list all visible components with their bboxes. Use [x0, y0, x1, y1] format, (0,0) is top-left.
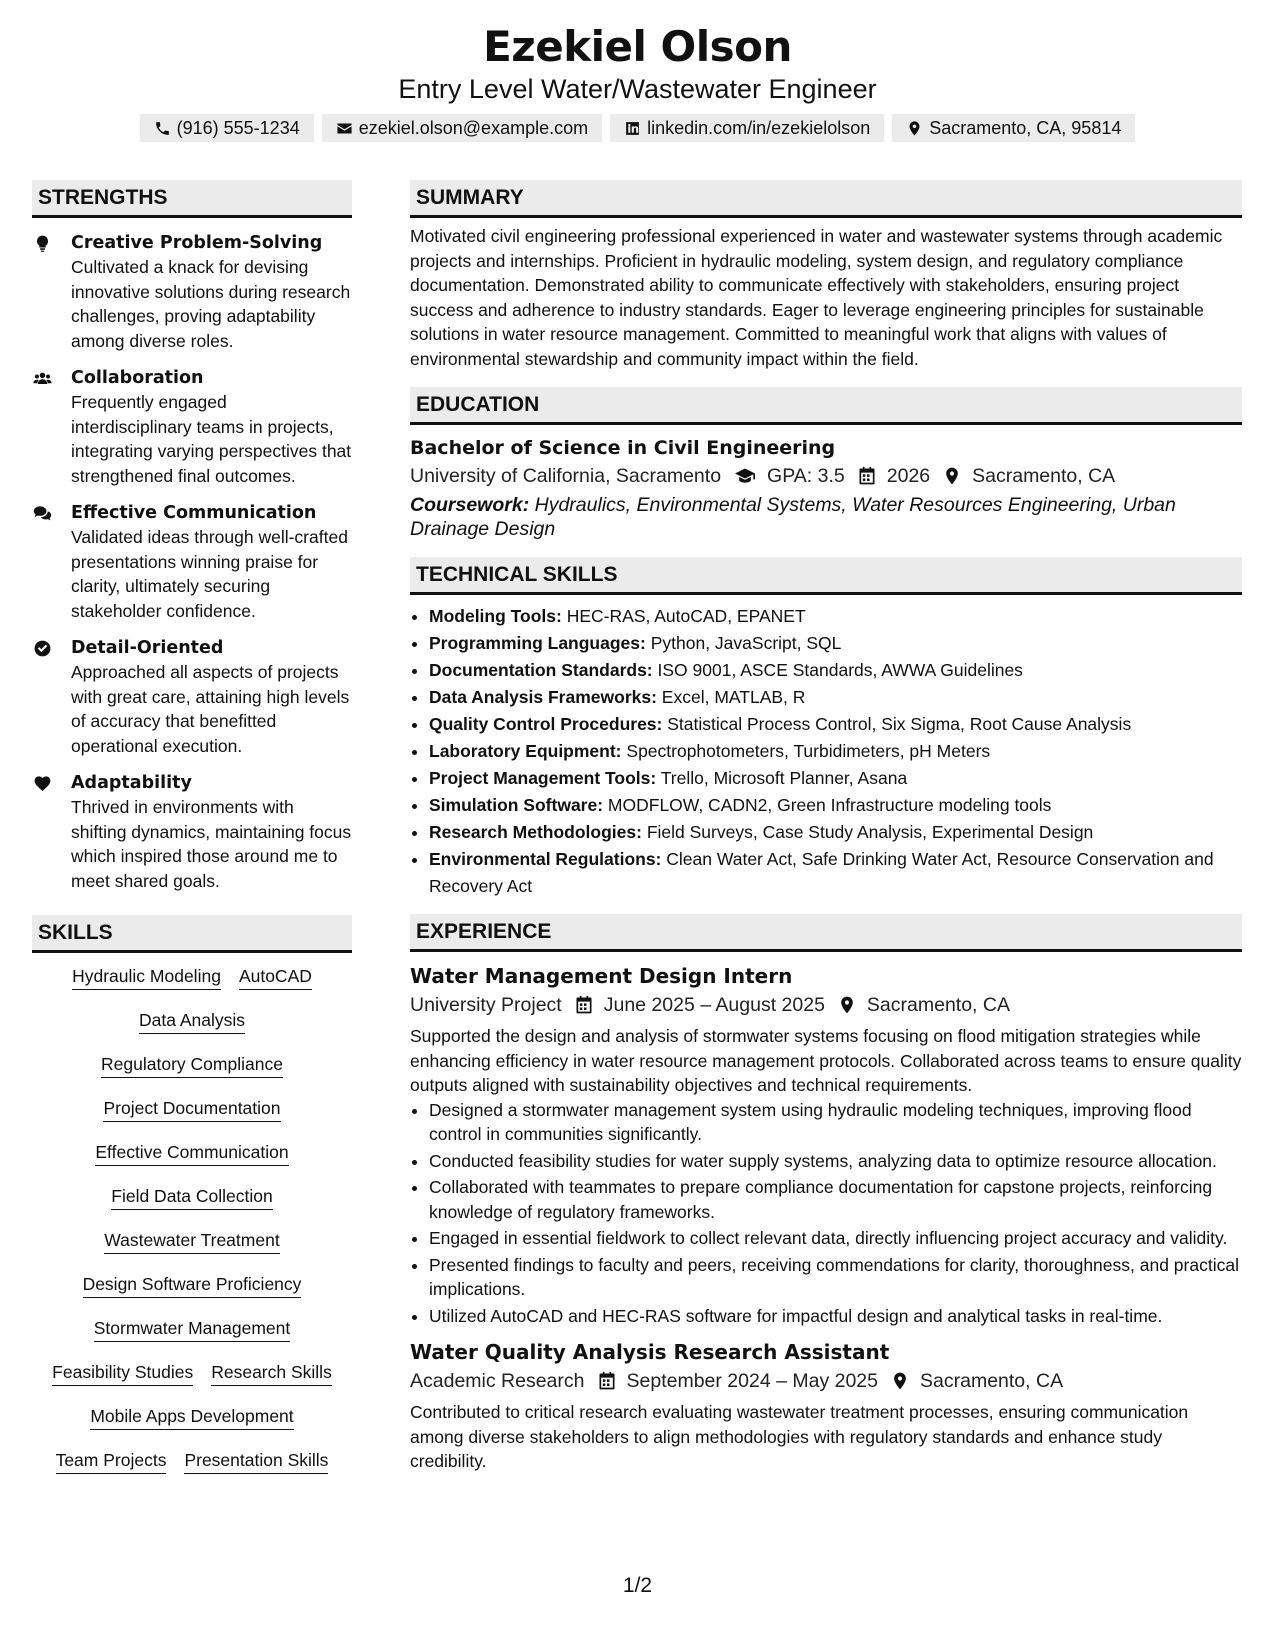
calendar-icon	[597, 1371, 617, 1391]
lightbulb-icon	[32, 234, 53, 253]
job-bullet: • Engaged in essential fieldwork to collect relevant data, directly influencing project accuracy and validity.	[429, 1226, 1242, 1251]
contact-location	[892, 114, 1135, 142]
technical-skill-value: Python, JavaScript, SQL	[650, 633, 842, 653]
job-bullets	[410, 1098, 1242, 1329]
job-title: Water Quality Analysis Research Assistant	[410, 1340, 890, 1364]
envelope-icon	[336, 120, 353, 137]
location-pin-icon	[890, 1371, 910, 1391]
job-bullet: • Presented findings to faculty and peers, receiving commendations for clarity, thoroughness, and practical implications.	[429, 1253, 1242, 1302]
education-location: Sacramento, CA	[972, 465, 1116, 487]
technical-skill-item	[429, 657, 1242, 684]
strengths-heading: STRENGTHS	[32, 180, 352, 218]
technical-skill-item	[429, 792, 1242, 819]
job-bullet: • Utilized AutoCAD and HEC-RAS software for impactful design and analytical tasks in real-time.	[429, 1304, 1242, 1329]
graduation-cap-icon	[733, 466, 757, 486]
job-title-heading: Entry Level Water/Wastewater Engineer	[398, 74, 877, 104]
skills-row	[32, 1185, 352, 1229]
technical-skill-value: Statistical Process Control, Six Sigma, Root Cause Analysis	[667, 714, 1132, 734]
job-org: Academic Research	[410, 1370, 585, 1392]
technical-skill-label: Data Analysis Frameworks:	[429, 687, 657, 707]
technical-skill-item	[429, 765, 1242, 792]
technical-skill-value: Excel, MATLAB, R	[661, 687, 806, 707]
contact-linkedin[interactable]	[610, 114, 884, 142]
location-pin-icon	[942, 466, 962, 486]
technical-skill-value: MODFLOW, CADN2, Green Infrastructure modeling tools	[607, 795, 1052, 815]
job-entry	[410, 1338, 1242, 1474]
technical-skill-label: Laboratory Equipment:	[429, 741, 622, 761]
technical-skill-item	[429, 630, 1242, 657]
technical-skill-label: Project Management Tools:	[429, 768, 657, 788]
job-dates: September 2024 – May 2025	[626, 1370, 879, 1392]
contact-location-text: Sacramento, CA, 95814	[929, 117, 1122, 138]
strength-title: Detail-Oriented	[71, 638, 224, 658]
strength-item	[32, 636, 352, 758]
job-dates: June 2025 – August 2025	[603, 994, 825, 1016]
users-icon	[32, 369, 53, 388]
strength-item	[32, 771, 352, 893]
skill-tag: Team Projects	[56, 1449, 167, 1474]
job-title: Water Management Design Intern	[410, 964, 793, 988]
linkedin-icon	[624, 120, 641, 137]
strength-desc: Approached all aspects of projects with great care, attaining high levels of accuracy that benefitted operational execution.	[71, 662, 350, 756]
skills-heading: SKILLS	[32, 915, 352, 953]
comments-icon	[32, 504, 53, 523]
technical-skill-label: Quality Control Procedures:	[429, 714, 663, 734]
technical-skill-label: Environmental Regulations:	[429, 849, 662, 869]
strength-title: Collaboration	[71, 368, 204, 388]
page-number: 1/2	[622, 1574, 653, 1597]
skills-row	[32, 1273, 352, 1317]
strength-desc: Thrived in environments with shifting dynamics, maintaining focus which inspired those around me to meet shared goals.	[71, 797, 352, 891]
strength-item	[32, 501, 352, 623]
skills-row	[32, 1361, 352, 1405]
location-pin-icon	[906, 120, 923, 137]
strength-item	[32, 231, 352, 353]
skill-tag: Research Skills	[211, 1361, 332, 1386]
skills-row	[32, 1053, 352, 1097]
calendar-icon	[574, 995, 594, 1015]
skills-row	[32, 1141, 352, 1185]
skill-tag: Wastewater Treatment	[104, 1229, 279, 1254]
job-location: Sacramento, CA	[920, 1370, 1064, 1392]
skills-row	[32, 1317, 352, 1361]
experience-heading: EXPERIENCE	[410, 914, 1242, 952]
skill-tag: Hydraulic Modeling	[72, 965, 221, 990]
technical-skill-value: Clean Water Act, Safe Drinking Water Act, Resource Conservation and Recovery Act	[429, 849, 1214, 896]
technical-skill-item	[429, 711, 1242, 738]
contact-phone[interactable]	[140, 114, 314, 142]
skill-tag: Design Software Proficiency	[83, 1273, 302, 1298]
calendar-icon	[857, 466, 877, 486]
job-summary: Contributed to critical research evaluating wastewater treatment processes, ensuring communication among diverse stakeholders to align methodologies with regulatory standards and enhance study credibility.	[410, 1402, 1189, 1471]
technical-skill-item	[429, 819, 1242, 846]
summary-heading: SUMMARY	[410, 180, 1242, 218]
contact-email-text: ezekiel.olson@example.com	[358, 117, 589, 138]
left-column	[32, 180, 352, 1493]
technical-skill-item	[429, 846, 1242, 900]
technical-skill-value: Trello, Microsoft Planner, Asana	[660, 768, 908, 788]
education-meta	[410, 461, 1242, 491]
skill-tag: Regulatory Compliance	[101, 1053, 283, 1078]
skill-tag: Project Documentation	[103, 1097, 280, 1122]
education-coursework	[410, 493, 1242, 541]
skills-row	[32, 1405, 352, 1449]
contact-phone-text: (916) 555-1234	[176, 117, 300, 138]
strength-desc: Validated ideas through well-crafted presentations winning praise for clarity, ultimately securing stakeholder confidence.	[71, 527, 348, 621]
strength-desc: Cultivated a knack for devising innovative solutions during research challenges, proving adaptability among diverse roles.	[71, 257, 351, 351]
skill-tag: Feasibility Studies	[52, 1361, 193, 1386]
job-bullet: • Conducted feasibility studies for water supply systems, analyzing data to optimize resource allocation.	[429, 1149, 1242, 1174]
coursework-label: Coursework:	[410, 494, 530, 516]
technical-skill-value: Spectrophotometers, Turbidimeters, pH Meters	[626, 741, 991, 761]
technical-skill-label: Research Methodologies:	[429, 822, 642, 842]
candidate-name: Ezekiel Olson	[483, 22, 792, 71]
skills-list	[32, 953, 352, 1493]
technical-skill-value: Field Surveys, Case Study Analysis, Experimental Design	[646, 822, 1094, 842]
skill-tag: AutoCAD	[239, 965, 312, 990]
technical-skills-list	[410, 603, 1242, 900]
job-location: Sacramento, CA	[866, 994, 1010, 1016]
education-gpa: GPA: 3.5	[767, 465, 845, 487]
skills-row	[32, 1449, 352, 1493]
summary-text: Motivated civil engineering professional experienced in water and wastewater systems through academic projects and internships. Proficient in hydraulic modeling, system design, and regulatory compliance documentation. Demonstrated ability to communicate effectively with stakeholders, ensuring project success and adherence to industry standards. Eager to leverage engineering principles for sustainable solutions in water resource management. Committed to meaningful work that aligns with values of environmental stewardship and community impact within the field.	[410, 226, 1223, 369]
job-bullet: • Designed a stormwater management system using hydraulic modeling techniques, improving flood control in communities significantly.	[429, 1098, 1242, 1147]
education-school: University of California, Sacramento	[410, 465, 722, 487]
education-year: 2026	[886, 465, 931, 487]
skill-tag: Mobile Apps Development	[90, 1405, 293, 1430]
skill-tag: Presentation Skills	[184, 1449, 328, 1474]
technical-skill-value: ISO 9001, ASCE Standards, AWWA Guidelines	[657, 660, 1023, 680]
check-circle-icon	[32, 639, 53, 658]
job-meta	[410, 1366, 1242, 1396]
contact-bar	[0, 114, 1275, 142]
coursework-list: Hydraulics, Environmental Systems, Water Resources Engineering, Urban Drainage Design	[410, 494, 1176, 540]
experience-list	[410, 962, 1242, 1474]
skill-tag: Stormwater Management	[94, 1317, 290, 1342]
technical-skills-heading: TECHNICAL SKILLS	[410, 557, 1242, 595]
skills-row	[32, 1097, 352, 1141]
job-summary: Supported the design and analysis of stormwater systems focusing on flood mitigation strategies while enhancing efficiency in water resource management protocols. Collaborated across teams to ensure quality outputs aligned with sustainability objectives and technical requirements.	[410, 1026, 1242, 1095]
skill-tag: Field Data Collection	[111, 1185, 272, 1210]
contact-linkedin-text: linkedin.com/in/ezekielolson	[647, 117, 871, 138]
strength-title: Creative Problem-Solving	[71, 233, 323, 253]
skill-tag: Data Analysis	[139, 1009, 245, 1034]
location-pin-icon	[837, 995, 857, 1015]
education-heading: EDUCATION	[410, 387, 1242, 425]
heart-icon	[32, 774, 53, 793]
job-entry	[410, 962, 1242, 1328]
contact-email[interactable]	[322, 114, 602, 142]
technical-skill-label: Simulation Software:	[429, 795, 604, 815]
technical-skill-item	[429, 684, 1242, 711]
skills-row	[32, 1229, 352, 1273]
technical-skill-item	[429, 738, 1242, 765]
skill-tag: Effective Communication	[95, 1141, 288, 1166]
job-org: University Project	[410, 994, 562, 1016]
technical-skill-label: Documentation Standards:	[429, 660, 653, 680]
technical-skill-value: HEC-RAS, AutoCAD, EPANET	[566, 606, 806, 626]
technical-skill-label: Modeling Tools:	[429, 606, 562, 626]
phone-icon	[154, 120, 171, 137]
job-bullet: • Collaborated with teammates to prepare compliance documentation for capstone projects, reinforcing knowledge of regulatory frameworks.	[429, 1175, 1242, 1224]
technical-skill-item	[429, 603, 1242, 630]
strength-title: Adaptability	[71, 773, 192, 793]
strength-title: Effective Communication	[71, 503, 317, 523]
job-meta	[410, 990, 1242, 1020]
skills-row	[32, 965, 352, 1009]
strength-item	[32, 366, 352, 488]
technical-skill-label: Programming Languages:	[429, 633, 646, 653]
strength-desc: Frequently engaged interdisciplinary teams in projects, integrating varying perspectives that strengthened final outcomes.	[71, 392, 352, 486]
education-degree: Bachelor of Science in Civil Engineering	[410, 437, 836, 459]
skills-row	[32, 1009, 352, 1053]
right-column	[410, 180, 1242, 1474]
